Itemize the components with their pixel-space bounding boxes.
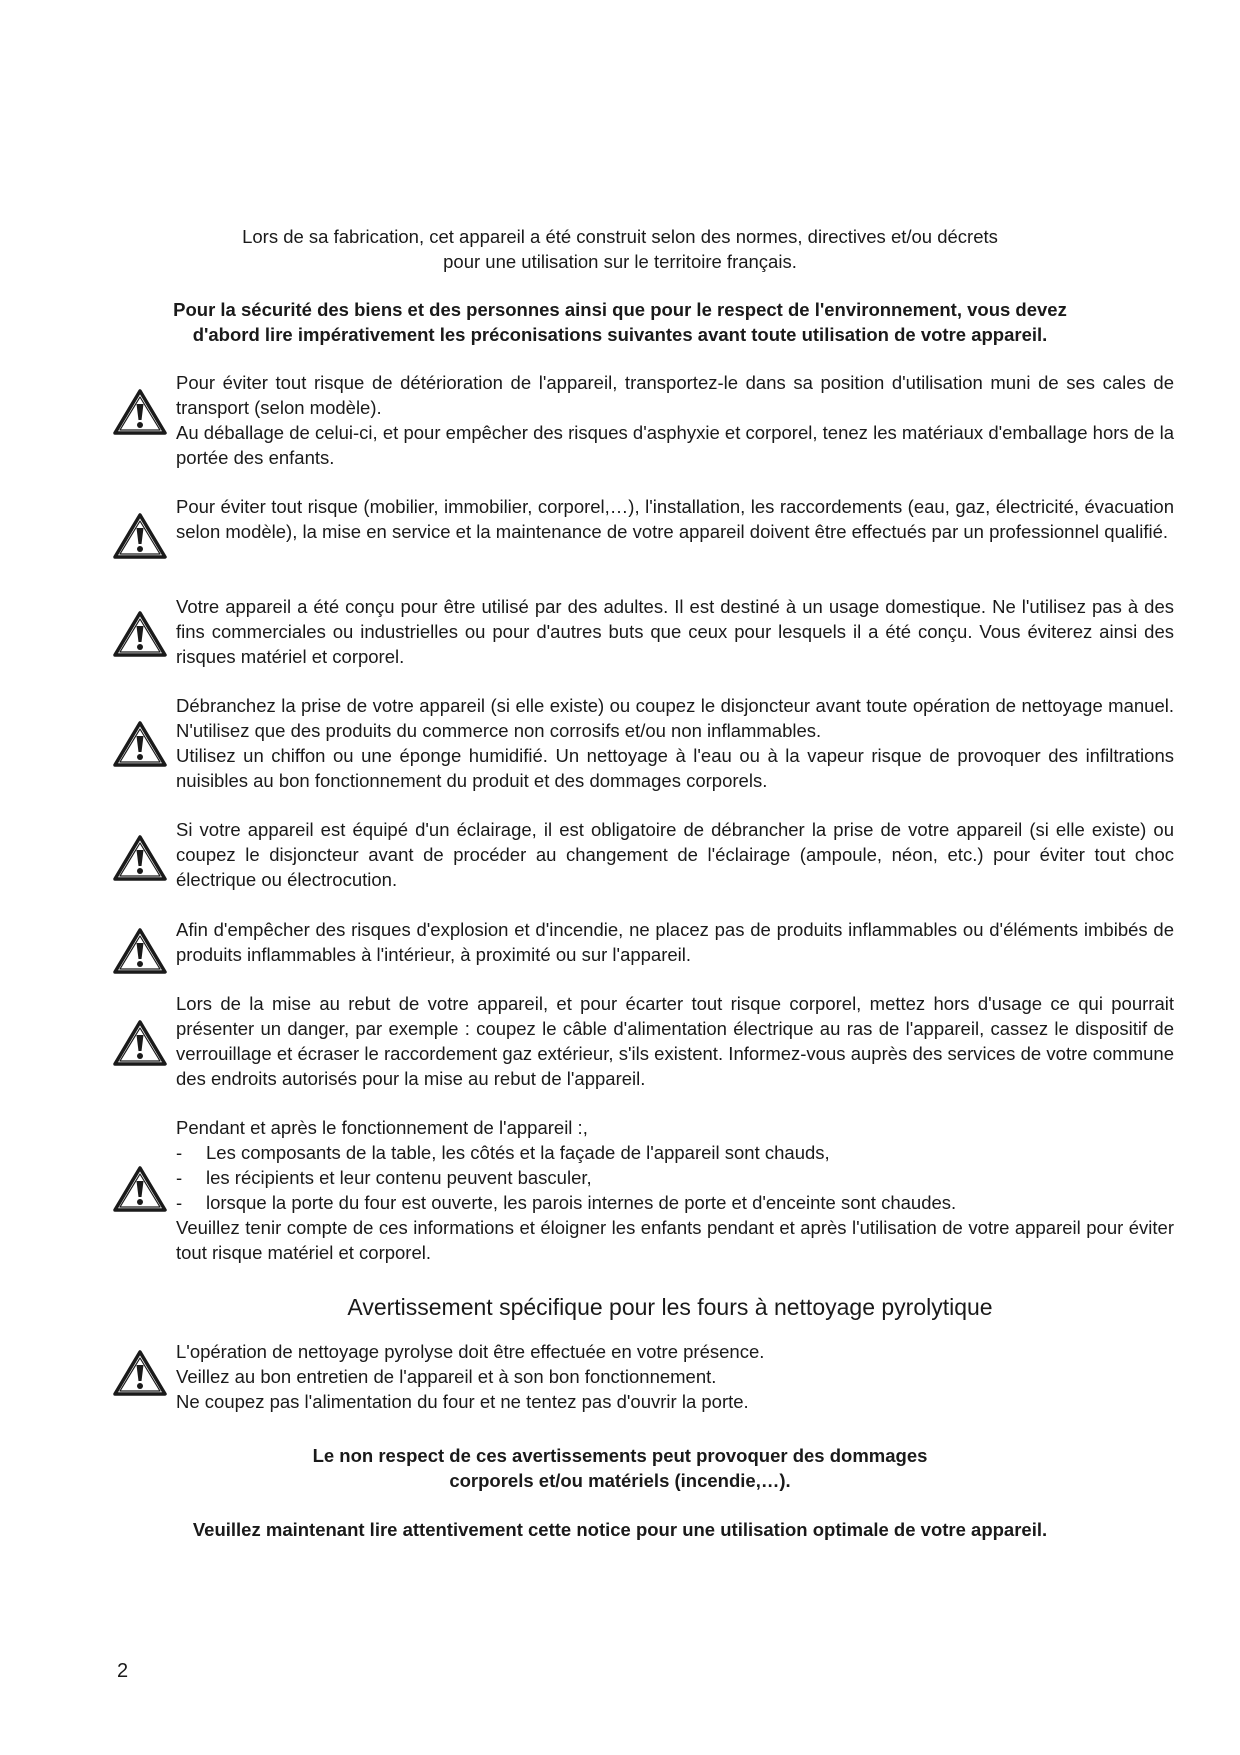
intro-notice (120, 224, 1120, 274)
warning-block-usage (108, 594, 1178, 669)
section-subtitle: Avertissement spécifique pour les fours à nettoyage pyrolytique (347, 1294, 993, 1320)
warning-block-transport (108, 370, 1178, 470)
list-item: - lorsque la porte du four est ouverte, les parois internes de porte et d'enceinte sont chaudes. (176, 1192, 957, 1213)
lead-line: d'abord lire impérativement les préconisations suivantes avant toute utilisation de votre appareil. (192, 324, 1048, 345)
warning-text: Votre appareil a été conçu pour être utilisé par des adultes. Il est destiné à un usage domestique. Ne l'utilisez pas à des fins commerciales ou industrielles ou pour d'autres buts que ceux pour lesquels il a été conçu. Vous éviterez ainsi des risques matériel et corporel. (176, 596, 1174, 667)
warning-text: Veuillez tenir compte de ces informations et éloigner les enfants pendant et après l'utilisation de votre appareil pour éviter tout risque matériel et corporel. (176, 1217, 1174, 1263)
intro-line: pour une utilisation sur le territoire français. (443, 251, 797, 272)
closing-line: Veuillez maintenant lire attentivement cette notice pour une utilisation optimale de votre appareil. (192, 1519, 1048, 1540)
warning-block-installation (108, 494, 1178, 544)
list-item: - Les composants de la table, les côtés et la façade de l'appareil sont chauds, (176, 1142, 830, 1163)
warning-text: Lors de la mise au rebut de votre appareil, et pour écarter tout risque corporel, mettez hors d'usage ce qui pourrait présenter un danger, par exemple : coupez le câble d'alimentation électrique au ras de l'appareil, cassez le dispositif de verrouillage et écraser le raccordement gaz extérieur, s'ils existent. Informez-vous auprès des services de votre commune des endroits autorisés pour la mise au rebut de l'appareil. (176, 993, 1174, 1089)
warning-text: Veillez au bon entretien de l'appareil et à son bon fonctionnement. (176, 1366, 717, 1387)
warning-text: Pour éviter tout risque de détérioration de l'appareil, transportez-le dans sa position d'utilisation muni de ses cales de transport (selon modèle). (176, 372, 1174, 418)
closing-line: corporels et/ou matériels (incendie,…). (449, 1470, 791, 1491)
warning-triangle-icon (112, 927, 168, 975)
warning-block-fire (108, 917, 1178, 967)
lead-notice (120, 297, 1120, 347)
list-item-text: les récipients et leur contenu peuvent basculer, (206, 1167, 592, 1188)
list-item-text: lorsque la porte du four est ouverte, les parois internes de porte et d'enceinte sont chaudes. (206, 1192, 957, 1213)
warning-block-disposal (108, 991, 1178, 1091)
warning-triangle-icon (112, 388, 168, 436)
warning-text: Pour éviter tout risque (mobilier, immobilier, corporel,…), l'installation, les raccordements (eau, gaz, électricité, évacuation selon modèle), la mise en service et la maintenance de votre appareil doivent être effectués par un professionnel qualifié. (176, 496, 1174, 542)
warning-text: Débranchez la prise de votre appareil (si elle existe) ou coupez le disjoncteur avant toute opération de nettoyage manuel. N'utilisez que des produits du commerce non corrosifs et/ou non inflammables. (176, 695, 1174, 741)
warning-block-hot-surfaces (108, 1115, 1178, 1265)
intro-line: Lors de sa fabrication, cet appareil a été construit selon des normes, directives et/ou décrets (242, 226, 998, 247)
warning-block-cleaning (108, 693, 1178, 793)
lead-line: Pour la sécurité des biens et des personnes ainsi que pour le respect de l'environnement, vous devez (173, 299, 1067, 320)
warning-triangle-icon (112, 610, 168, 658)
warning-text: Utilisez un chiffon ou une éponge humidifié. Un nettoyage à l'eau ou à la vapeur risque de provoquer des infiltrations nuisibles au bon fonctionnement du produit et des dommages corporels. (176, 745, 1174, 791)
list-item: - les récipients et leur contenu peuvent basculer, (176, 1167, 592, 1188)
warning-text: L'opération de nettoyage pyrolyse doit être effectuée en votre présence. (176, 1341, 765, 1362)
page-number: 2 (117, 1660, 129, 1682)
warning-text: Au déballage de celui-ci, et pour empêcher des risques d'asphyxie et corporel, tenez les matériaux d'emballage hors de la portée des enfants. (176, 422, 1174, 468)
warning-text: Ne coupez pas l'alimentation du four et ne tentez pas d'ouvrir la porte. (176, 1391, 749, 1412)
closing-line: Le non respect de ces avertissements peut provoquer des dommages (312, 1445, 928, 1466)
warning-triangle-icon (112, 720, 168, 768)
warning-triangle-icon (112, 1349, 168, 1397)
closing-warning (120, 1443, 1120, 1493)
warning-text: Pendant et après le fonctionnement de l'appareil :, (176, 1117, 588, 1138)
closing-instruction (120, 1517, 1120, 1542)
warning-triangle-icon (112, 512, 168, 560)
warning-text: Si votre appareil est équipé d'un éclairage, il est obligatoire de débrancher la prise de votre appareil (si elle existe) ou coupez le disjoncteur avant de procéder au changement de l'éclairage (ampoule, néon, etc.) pour éviter tout choc électrique ou électrocution. (176, 819, 1174, 890)
warning-block-pyrolysis (108, 1339, 1178, 1414)
warning-triangle-icon (112, 834, 168, 882)
warning-triangle-icon (112, 1165, 168, 1213)
list-item-text: Les composants de la table, les côtés et la façade de l'appareil sont chauds, (206, 1142, 830, 1163)
warning-text: Afin d'empêcher des risques d'explosion et d'incendie, ne placez pas de produits inflammables ou d'éléments imbibés de produits inflammables à l'intérieur, à proximité ou sur l'appareil. (176, 919, 1174, 965)
warning-block-lighting (108, 817, 1178, 892)
warning-triangle-icon (112, 1019, 168, 1067)
